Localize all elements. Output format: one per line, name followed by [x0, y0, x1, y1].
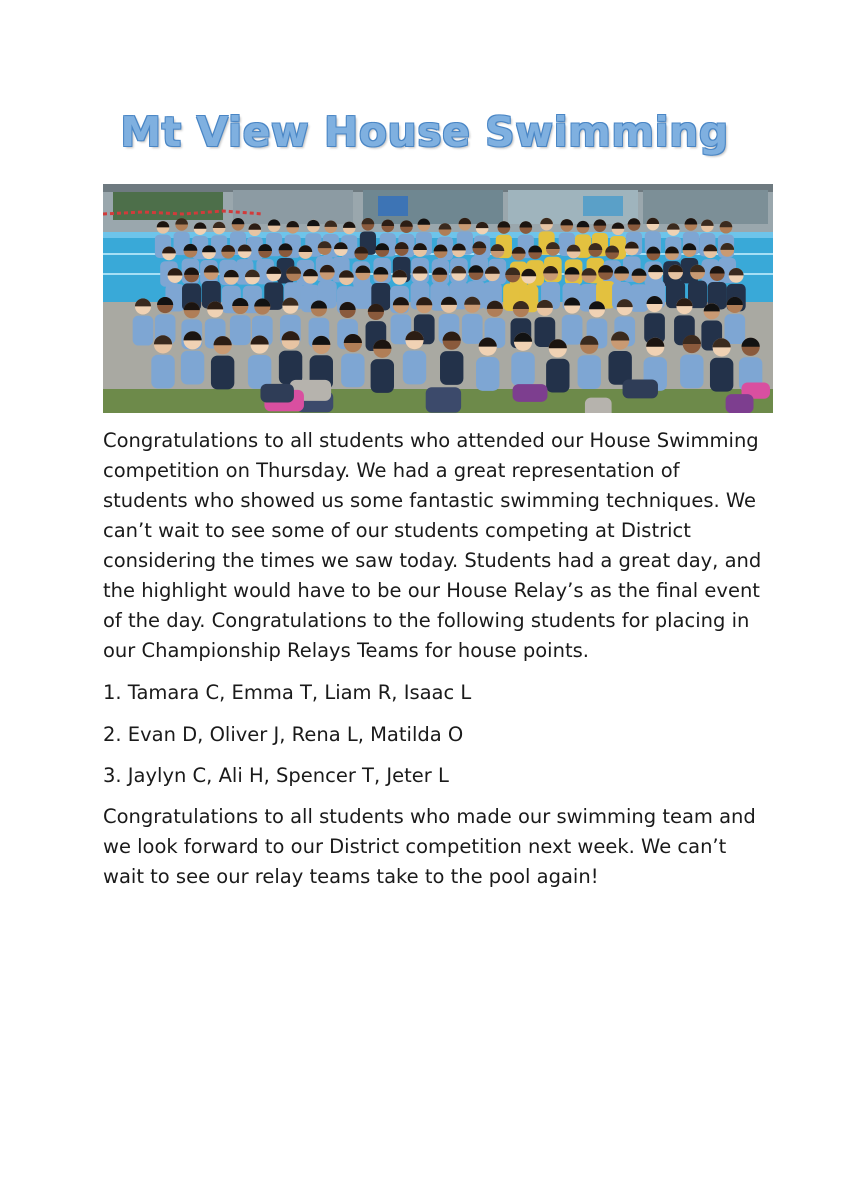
- intro-paragraph: Congratulations to all students who attended our House Swimming competition on Thursday. We had a great representation of students who showed us some fantastic swimming techniques. We can’t wait to see some of our students competing at District considering the times we saw today. Students had a great day, and the highlight would have to be our House Relay’s as the final event of the day. Congratulations to the following students for placing in our Championship Relays Teams for house points.: [103, 429, 762, 662]
- student-figure: [476, 338, 499, 391]
- student-figure: [724, 297, 745, 344]
- student-figure: [181, 331, 204, 384]
- student-figure: [546, 339, 569, 392]
- student-figure: [230, 298, 251, 345]
- student-figure: [133, 298, 154, 345]
- student-figure: [462, 297, 483, 344]
- student-figure: [211, 336, 234, 389]
- student-figure: [511, 333, 534, 386]
- student-figure: [562, 298, 583, 345]
- student-figure: [440, 332, 463, 385]
- student-figure: [371, 267, 390, 310]
- outro-paragraph: Congratulations to all students who made our swimming team and we look forward to our District competition next week. We can’t wait to see our relay teams take to the pool again!: [103, 805, 756, 888]
- student-figure: [151, 335, 174, 388]
- student-figure: [279, 331, 302, 384]
- student-figure: [353, 265, 372, 308]
- school-bag: [623, 379, 658, 398]
- student-figure: [371, 340, 394, 393]
- group-photo-illustration: [103, 184, 773, 413]
- student-figure: [403, 331, 426, 384]
- student-figure: [535, 300, 556, 347]
- school-bag: [426, 387, 461, 412]
- school-bag: [260, 384, 293, 403]
- student-figure: [578, 336, 601, 389]
- relay-placing-1: 1. Tamara C, Emma T, Liam R, Isaac L: [103, 681, 472, 704]
- school-bag: [513, 384, 548, 402]
- school-bag: [585, 398, 612, 413]
- student-figure: [710, 338, 733, 391]
- student-figure: [248, 335, 271, 388]
- student-figure: [644, 296, 665, 343]
- student-figure: [608, 331, 631, 384]
- school-bag: [726, 394, 754, 413]
- page-title: Mt View House Swimming: [120, 108, 729, 156]
- student-figure: [708, 266, 727, 309]
- relay-placing-3: 3. Jaylyn C, Ali H, Spencer T, Jeter L: [103, 764, 449, 787]
- relay-placing-2: 2. Evan D, Oliver J, Rena L, Matilda O: [103, 723, 464, 746]
- student-figure: [680, 335, 703, 388]
- group-photo: [103, 184, 773, 413]
- student-figure: [341, 334, 364, 387]
